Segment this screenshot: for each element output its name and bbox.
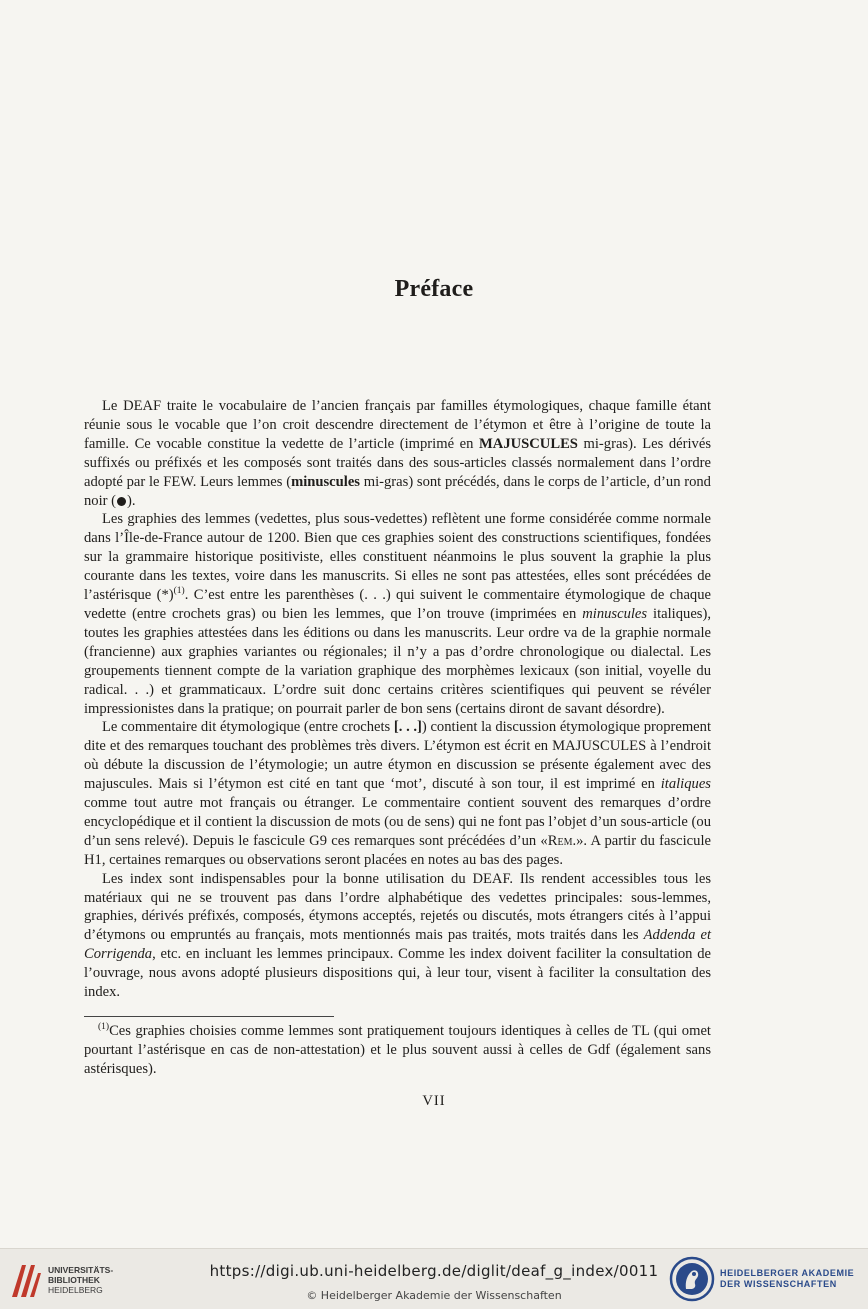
paragraph-4: Les index sont indispensables pour la bonne utilisation du DEAF. Ils rendent accessibles tous les matériaux qui ne se trouvent pas dans l’ordre alphabétique des vedettes principales: sous-lemmes, graphies, dérivés préfixés, composés, étymons acceptés, rejetés ou discutés, mots étrangers cités à l’appui d’étymons ou empruntés au français, mots mentionnés mais pas traités, mots traités dans les Addenda et Corrigenda, etc. en incluant les lemmes principaux. Comme les index doivent faciliter la consultation de l’ouvrage, nous avons adopté plusieurs dispositions qui, à leur tour, visent à faciliter la consultation des index. [84,870,712,1001]
footnote-marker: (1) [98,1022,110,1033]
bold-majuscules: MAJUSCULES [479,435,578,452]
paragraph-2: Les graphies des lemmes (vedettes, plus sous-vedettes) reflètent une forme considérée comme normale dans l’Île-de-France autour de 1200. Bien que ces graphies soient des constructions scientifiques, fondées sur la grammaire historique positiviste, elles constituent néanmoins le plus souvent la graphie la plus courante dans les textes, voire dans les manuscrits. Si elles ne sont pas attestées, elles sont précédées de l’astérisque $(*)^{(1)}$. C’est entre les parenthèses (. . .) qui suivent le commentaire étymologique de chaque vedette (entre crochets gras) ou bien les lemmes, que l’on trouve (imprimées en minuscules italiques), toutes les graphies attestées dans les éditions ou dans les manuscrits. Leur ordre va de la graphie normale (francienne) aux graphies variantes ou régionales; il n’y a pas d’ordre chronologique ou dialectal. Les groupements tiennent compte de la variation graphique des morphèmes lexicaux (son initial, voyelle du radical. . .) et grammaticaux. L’ordre suit donc certains critères scientifiques qui peuvent se révéler impressionistes dans la pratique; on pourrait parler de bon sens (certains diront de savant désordre). [84,511,711,717]
footnote-reference[interactable]: (1) [173,586,185,597]
copyright-notice: © Heidelberger Akademie der Wissenschaften [306,1289,562,1302]
footnote-rule [84,1016,334,1017]
bold-minuscules: minuscules [291,473,360,490]
paragraph-3: Le commentaire dit étymologique (entre crochets [. . .]) contient la discussion étymologique proprement dite et des remarques touchant des problèmes très divers. L’étymon est écrit en MAJUSCULES à l’endroit où débute la discussion de l’étymologie; un autre étymon en discussion se présente également avec des majuscules. Mais si l’étymon est cité en tant que ‘mot’, discuté à son tour, il est imprimé en italiques comme tout autre mot français ou étranger. Le commentaire contient souvent des remarques d’ordre encyclopédique et il contient la discussion de mots (ou de sens) qui ne font pas l’objet d’un sous-article (ou d’un sens relevé). Depuis le fascicule G9 ces remarques sont précédées d’un «Rem.». A partir du fascicule H1, certaines remarques ou observations seront placées en notes au bas des pages. [84,719,712,868]
footnote-text: Ces graphies choisies comme lemmes sont pratiquement toujours identiques à celles de TL (qui omet pourtant l’astérisque en cas de non-attestation) et le plus souvent aussi à celles de Gdf (également sans astérisques). [84,1023,711,1077]
bold-brackets: [. . .] [393,719,422,736]
footnote [84,1022,711,1079]
black-dot-icon [117,497,126,506]
preface-body [84,397,711,1002]
page-title: Préface [394,276,474,302]
hadw-seal-icon [668,1255,716,1303]
rem-smallcaps: Rem. [547,832,577,849]
hadw-logo[interactable]: HEIDELBERGER AKADEMIE DER WISSENSCHAFTEN [668,1255,864,1303]
page-number: VII [422,1093,446,1109]
ub-heidelberg-logo[interactable]: UNIVERSITÄTS- BIBLIOTHEK HEIDELBERG [8,1259,118,1303]
paragraph-1: Le DEAF traite le vocabulaire de l’ancien français par familles étymologiques, chaque famille étant réunie sous le vocable que l’on croit descendre directement de l’étymon et être à l’origine de toute la famille. Ce vocable constitue la vedette de l’article (imprimé en MAJUSCULES mi-gras). Les dérivés suffixés ou préfixés et les composés sont traités dans des sous-articles classés normalement dans l’ordre adopté par le FEW. Leurs lemmes (minuscules mi-gras) sont précédés, dans le corps de l’article, d’un rond noir ( ). [84,398,711,509]
viewer-footer [0,1248,868,1309]
permalink-url[interactable]: https://digi.ub.uni-heidelberg.de/diglit/deaf_g_index/0011 [209,1262,659,1280]
